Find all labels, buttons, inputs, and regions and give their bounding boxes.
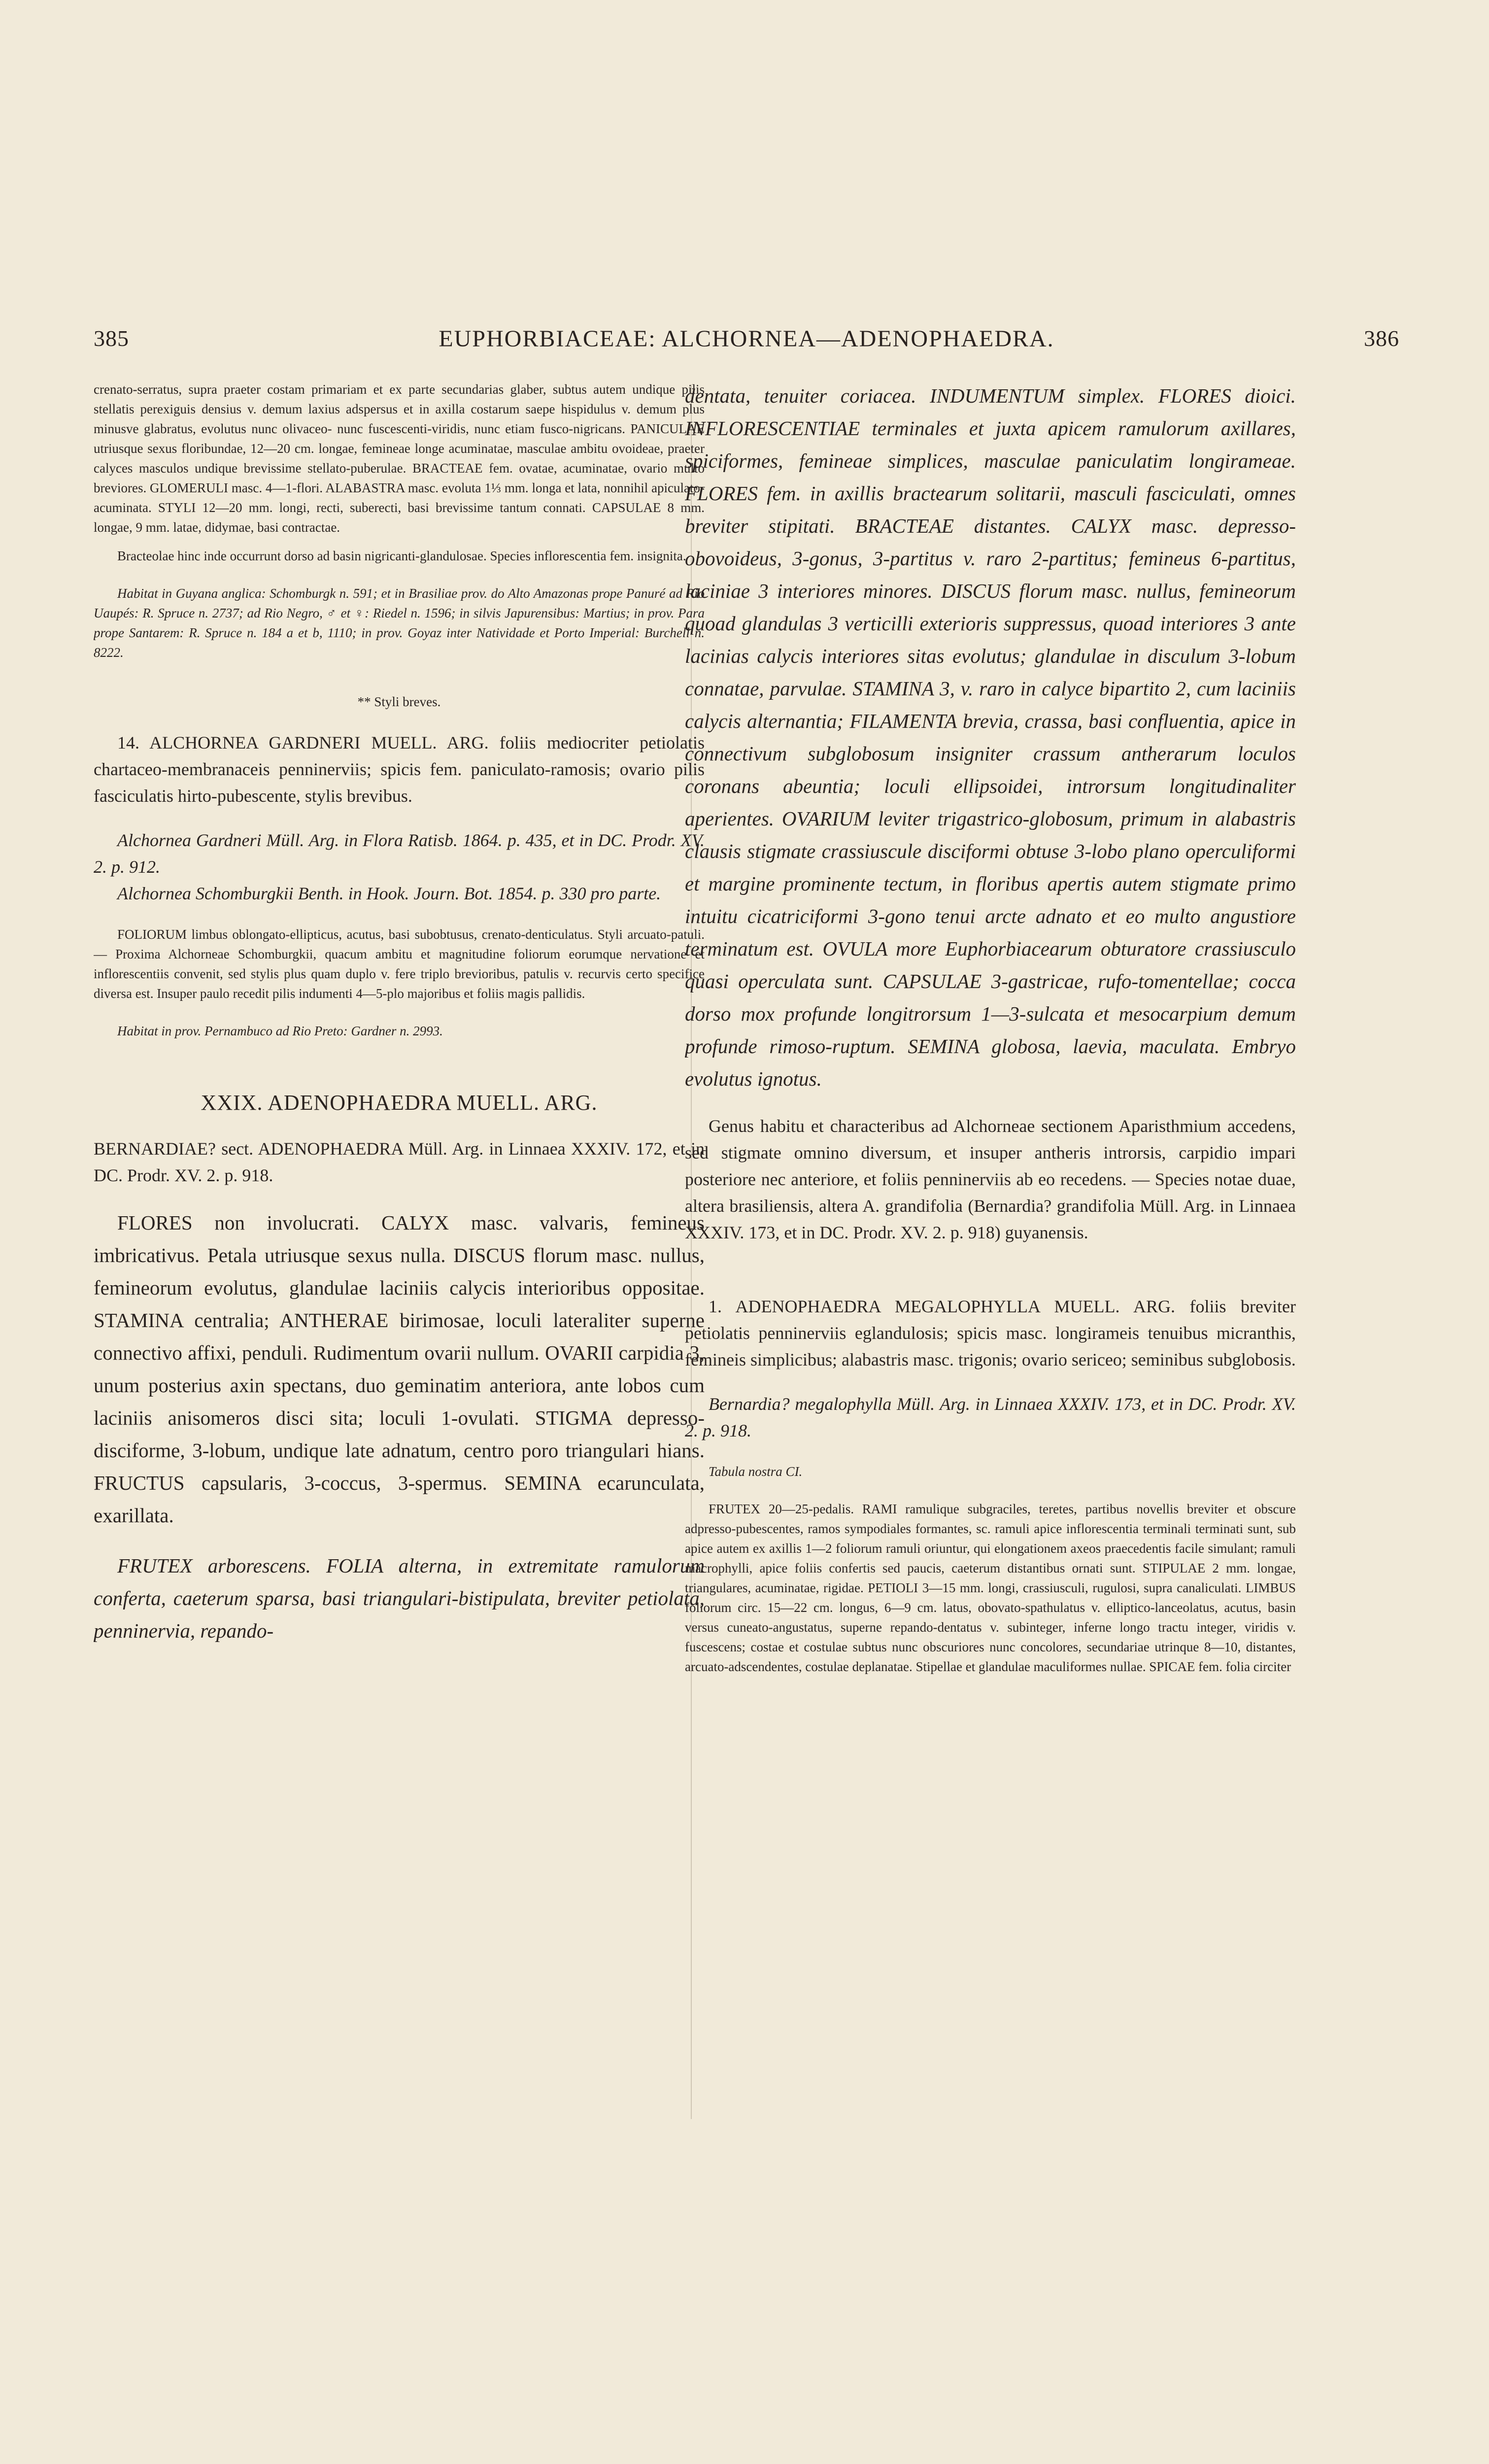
genus-heading: XXIX. ADENOPHAEDRA MUELL. ARG.: [201, 1091, 598, 1115]
species-14-habitat: Habitat in prov. Pernambuco ad Rio Preto: Gardner n. 2993.: [117, 1024, 443, 1038]
species-1-diagnosis: 1. ADENOPHAEDRA MEGALOPHYLLA MUELL. ARG. foliis breviter petiolatis penninerviis eglandulosis; spicis masc. longirameis tenuibus micranthis, femineis simplicibus; alabastris masc. trigonis; ovario sericeo; seminibus subglobosis.: [685, 1297, 1296, 1369]
genus-description-continued: dentata, tenuiter coriacea. INDUMENTUM simplex. FLORES dioici. INFLORESCENTIAE terminales et juxta apicem ramulorum axillares, spiciformes, femineae simplices, masculae paniculatim longirameae. FLORES fem. in axillis bractearum solitarii, masculi fasciculati, omnes breviter stipitati. BRACTEAE distantes. CALYX masc. depresso-obovoideus, 3-gonus, 3-partitus v. raro 2-partitus; femineus 6-partitus, laciniae 3 interiores minores. DISCUS florum masc. nullus, femineorum quoad glandulas 3 verticilli exterioris suppressus, quoad interiores 3 ante lacinias calycis interiores sitas evolutus; glandulae in disculum 3-lobum connatae, parvulae. STAMINA 3, v. raro in calyce bipartito 2, cum laciniis calycis alternantia; FILAMENTA brevia, crassa, basi confluentia, apice in connectivum subglobosum insigniter crassum antherarum loculos coronans abeuntia; loculi ellipsoidei, introrsum longitudinaliter aperientes. OVARIUM leviter trigastrico-globosum, primum in alabastris clausis stigmate crassiuscule disciformi obtuse 3-lobo plano operculiformi et margine prominente tectum, in floribus apertis autem stigmate primo intuitu cicatriciformi 3-gono tenui arcte adnato et eo multo angustiore terminatum est. OVULA more Euphorbiacearum obturatore crassiusculo quasi operculata sunt. CAPSULAE 3-gastricae, rufo-tomentellae; cocca dorso mox profunde longitrorsum 1—3-sulcata et mesocarpium demum profunde rimoso-ruptum. SEMINA globosa, laevia, maculata. Embryo evolutus ignotus.: [685, 384, 1296, 1090]
genus-discussion: Genus habitu et characteribus ad Alchorneae sectionem Aparisthmium accedens, sed stigmate omnino diversum, et insuper antheris introrsis, carpidio impari posteriore nec anteriore, et foliis penninerviis ab eo recedens. — Species notae duae, altera brasiliensis, altera A. grandifolia (Bernardia? grandifolia Müll. Arg. in Linnaea XXXIV. 173, et in DC. Prodr. XV. 2. p. 918) guyanensis.: [685, 1116, 1296, 1242]
synonym-gardneri: Alchornea Gardneri Müll. Arg. in Flora Ratisb. 1864. p. 435, et in DC. Prodr. XV. 2. p. 912.: [94, 830, 705, 877]
left-column: [94, 379, 705, 2464]
synonym-schomburgkii: Alchornea Schomburgkii Benth. in Hook. Journ. Bot. 1854. p. 330 pro parte.: [117, 884, 661, 903]
page-number-right: 386: [1364, 326, 1399, 351]
plate-reference: Tabula nostra CI.: [709, 1464, 803, 1479]
species-1-synonym: Bernardia? megalophylla Müll. Arg. in Linnaea XXXIV. 173, et in DC. Prodr. XV. 2. p. 918.: [685, 1394, 1296, 1440]
page-number-left: 385: [94, 326, 129, 351]
subsection-marker: ** Styli breves.: [357, 694, 441, 709]
species-1-description: FRUTEX 20—25-pedalis. RAMI ramulique subgraciles, teretes, partibus novellis breviter et obscure adpresso-pubescentes, ramos sympodiales formantes, sc. ramuli apice inflorescentia terminali terminati sunt, sub apice autem ex axillis 1—2 foliorum ramuli oriuntur, qui elongationem axeos praecedentis facile simulant; ramuli macrophylli, apice foliis confertis sed paucis, caeterum distantibus ornati sunt. STIPULAE 2 mm. longae, triangulares, acuminatae, rigidae. PETIOLI 3—15 mm. longi, crassiusculi, rugulosi, supra canaliculati. LIMBUS foliorum circ. 15—22 cm. longus, 6—9 cm. latus, obovato-spathulatus v. elliptico-lanceolatus, acutus, basin versus cuneato-angustatus, superne repando-dentatus v. subinteger, inferne longo tractu integer, viridis v. fuscescens; costae et costulae subtus nunc obscuriores nunc concolores, secundariae utrinque 8—10, distantes, arcuato-adscendentes, costulae deplanatae. Stipellae et glandulae maculiformes nullae. SPICAE fem. folia circiter: [685, 1502, 1296, 1674]
left-note: Bracteolae hinc inde occurrunt dorso ad basin nigricanti-glandulosae. Species inflorescentia fem. insignita.: [117, 548, 686, 563]
right-column: [685, 379, 1296, 2464]
running-title: EUPHORBIACEAE: ALCHORNEA—ADENOPHAEDRA.: [439, 326, 1054, 352]
genus-flores: FLORES non involucrati. CALYX masc. valvaris, femineus imbricativus. Petala utriusque sexus nulla. DISCUS florum masc. nullus, femineorum evolutus, glandulae laciniis calycis interioribus oppositae. STAMINA centralia; ANTHERAE birimosae, loculi lateraliter superne connectivo affixi, penduli. Rudimentum ovarii nullum. OVARII carpidia 3, unum posterius axin spectans, duo geminatim anteriora, ante lobos cum laciniis anisomeros disci sita; loculi 1-ovulati. STIGMA depresso-disciforme, 3-lobum, undique late adnatum, centro poro triangulari hians. FRUCTUS capsularis, 3-coccus, 3-spermus. SEMINA ecarunculata, exarillata.: [94, 1211, 705, 1527]
left-description-continued: crenato-serratus, supra praeter costam primariam et ex parte secundarias glaber, subtus autem undique pilis stellatis perexiguis densius v. demum laxius adspersus et in axilla costarum saepe hispidulus v. demum plus minusve glabratus, evolutus nunc olivaceo- nunc fuscescenti-viridis, nunc etiam fusco-nigricans. PANICULAE utriusque sexus floribundae, 12—20 cm. longae, femineae longe acuminatae, masculae ambitu ovoideae, praeter calyces masculos undique brevissime stellato-puberulae. BRACTEAE fem. ovatae, acuminatae, ovario multo breviores. GLOMERULI masc. 4—1-flori. ALABASTRA masc. evoluta 1⅓ mm. longa et lata, nonnihil apiculato-acuminata. STYLI 12—20 mm. longi, recti, suberecti, basi brevissime tantum connati. CAPSULAE 8 mm. longae, 9 mm. latae, didymae, basi contractae.: [94, 382, 705, 535]
species-14-description: FOLIORUM limbus oblongato-ellipticus, acutus, basi subobtusus, crenato-denticulatus. Styli arcuato-patuli. — Proxima Alchorneae Schomburgkii, quacum ambitu et magnitudine foliorum eorumque nervatione et inflorescentiis convenit, sed stylis plus quam duplo v. fere triplo brevioribus, patulis v. recurvis certo specifice diversa est. Insuper paulo recedit pilis indumenti 4—5-plo majoribus et foliis magis pallidis.: [94, 927, 705, 1001]
species-14-diagnosis: 14. ALCHORNEA GARDNERI MUELL. ARG. foliis mediocriter petiolatis chartaceo-membranaceis penninerviis; spicis fem. paniculato-ramosis; ovario pilis fasciculatis hirto-pubescente, stylis brevibus.: [94, 733, 705, 806]
genus-frutex: FRUTEX arborescens. FOLIA alterna, in extremitate ramulorum conferta, caeterum sparsa, basi triangulari-bistipulata, breviter petiolata, penninervia, repando-: [94, 1554, 705, 1642]
genus-synonym: BERNARDIAE? sect. ADENOPHAEDRA Müll. Arg. in Linnaea XXXIV. 172, et in DC. Prodr. XV. 2. p. 918.: [94, 1139, 705, 1185]
running-header: [94, 325, 1399, 360]
left-habitat: Habitat in Guyana anglica: Schomburgk n. 591; et in Brasiliae prov. do Alto Amazonas prope Panuré ad Rio Uaupés: R. Spruce n. 2737; ad Rio Negro, ♂ et ♀: Riedel n. 1596; in silvis Japurensibus: Martius; in prov. Para prope Santarem: R. Spruce n. 184 a et b, 1110; in prov. Goyaz inter Natividade et Porto Imperial: Burchell n. 8222.: [94, 586, 705, 660]
